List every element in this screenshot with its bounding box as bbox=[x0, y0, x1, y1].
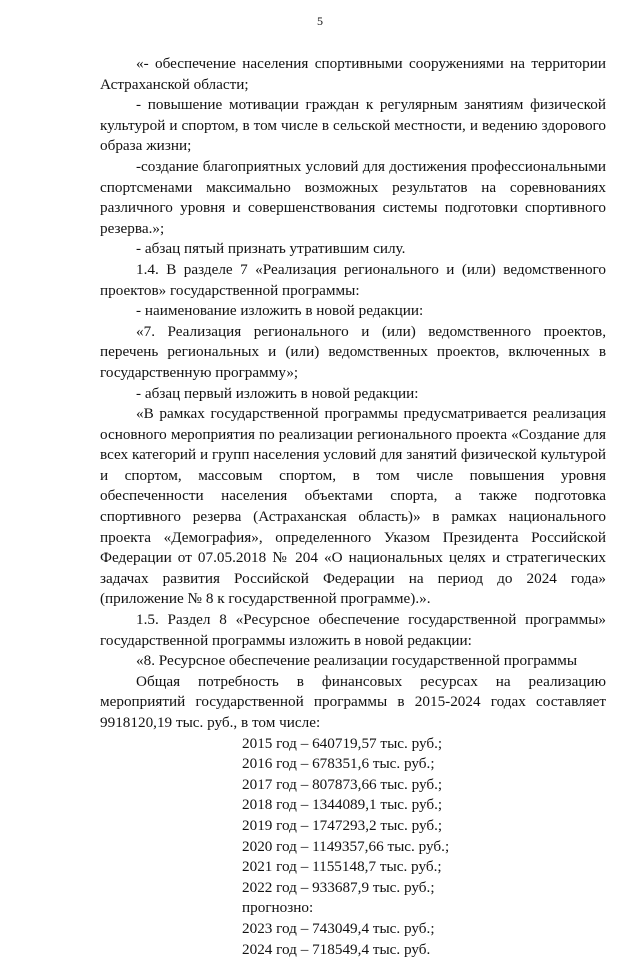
funding-item: 2016 год – 678351,6 тыс. руб.; bbox=[242, 755, 435, 773]
funding-item: 2020 год – 1149357,66 тыс. руб.; bbox=[242, 837, 450, 855]
forecast-label: прогнозно: bbox=[242, 899, 314, 917]
section-heading: «8. Ресурсное обеспечение реализации государственной программы bbox=[136, 652, 578, 670]
paragraph: - повышение мотивации граждан к регулярным занятиям физической культурой и спортом, в том числе в сельской местности, и ведению здорового образа жизни; bbox=[100, 96, 606, 155]
paragraph: 1.4. В разделе 7 «Реализация регионального и (или) ведомственного проектов» государственной программы: bbox=[100, 260, 606, 299]
page-number: 5 bbox=[317, 14, 323, 28]
funding-item: 2019 год – 1747293,2 тыс. руб.; bbox=[242, 816, 443, 834]
paragraph: «7. Реализация регионального и (или) ведомственного проектов, перечень региональных и (или) ведомственных проектов, включенных в государственную программу»; bbox=[100, 322, 606, 381]
paragraph: - абзац пятый признать утратившим силу. bbox=[136, 240, 406, 258]
funding-item: 2023 год – 743049,4 тыс. руб.; bbox=[242, 919, 435, 937]
paragraph: Общая потребность в финансовых ресурсах на реализацию мероприятий государственной программы в 2015-2024 годах составляет 9918120,19 тыс. руб., в том числе: bbox=[100, 672, 606, 731]
funding-item: 2022 год – 933687,9 тыс. руб.; bbox=[242, 878, 435, 896]
funding-item: 2017 год – 807873,66 тыс. руб.; bbox=[242, 775, 443, 793]
document-body bbox=[100, 54, 606, 960]
paragraph: - абзац первый изложить в новой редакции: bbox=[136, 384, 419, 402]
funding-item: 2018 год – 1344089,1 тыс. руб.; bbox=[242, 796, 443, 814]
paragraph: «- обеспечение населения спортивными сооружениями на территории Астраханской области; bbox=[100, 55, 606, 93]
funding-item: 2021 год – 1155148,7 тыс. руб.; bbox=[242, 858, 442, 876]
paragraph: «В рамках государственной программы предусматривается реализация основного мероприятия по реализации регионального проекта «Создание для всех категорий и групп населения условий для занятий физической культурой и спортом, массовым спортом, в том числе повышения уровня обеспеченности населения объектами спорта, а также подготовка спортивного резерва (Астраханская область)» в рамках национального проекта «Демография», определенного Указом Президента Российской Федерации от 07.05.2018 № 204 «О национальных целях и стратегических задачах развития Российской Федерации на период до 2024 года» (приложение № 8 к государственной программе).». bbox=[100, 405, 606, 608]
paragraph: - наименование изложить в новой редакции: bbox=[136, 302, 424, 320]
paragraph: 1.5. Раздел 8 «Ресурсное обеспечение государственной программы» государственной программы изложить в новой редакции: bbox=[100, 611, 606, 649]
funding-list bbox=[242, 734, 606, 960]
paragraph: -создание благоприятных условий для достижения профессиональными спортсменами максимально возможных результатов на соревнованиях различного уровня и совершенствования системы подготовки спортивного резерва.»; bbox=[100, 157, 606, 237]
funding-item: 2024 год – 718549,4 тыс. руб. bbox=[242, 940, 431, 958]
funding-item: 2015 год – 640719,57 тыс. руб.; bbox=[242, 734, 443, 752]
